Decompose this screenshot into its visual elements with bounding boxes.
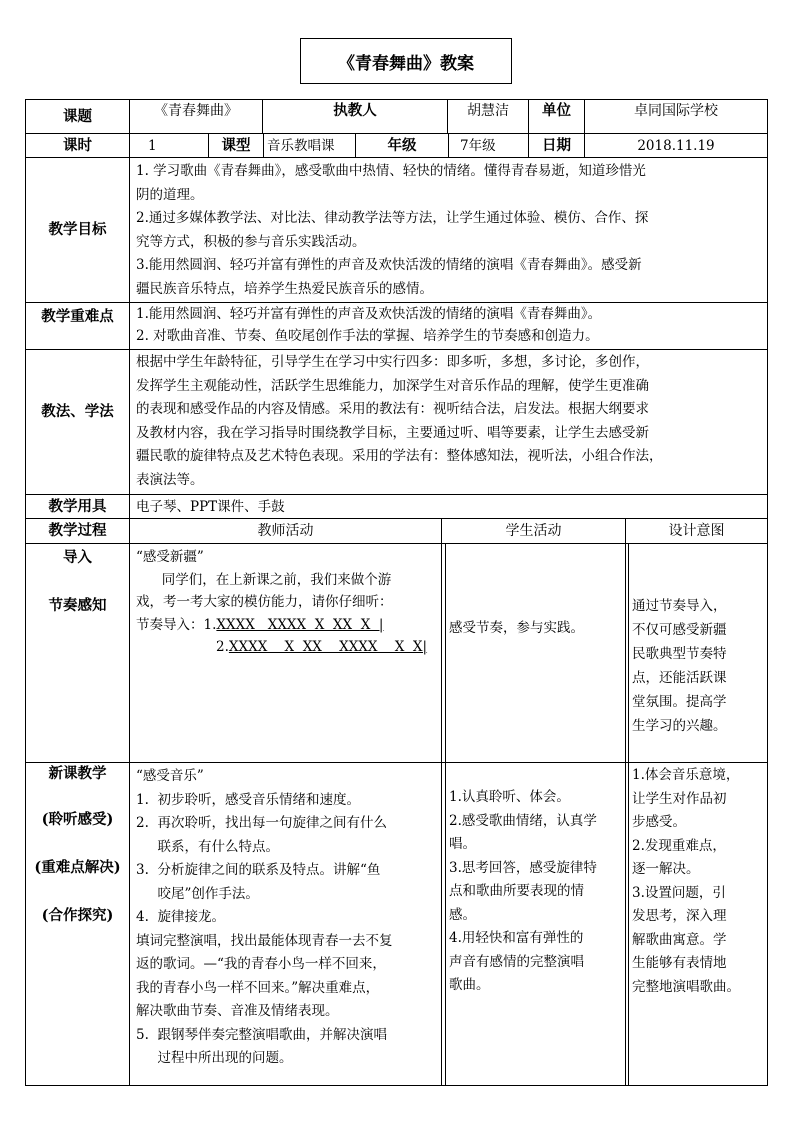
step2-student-line: 点和歌曲所要表现的情 bbox=[449, 883, 584, 899]
step2-student-line: 2.感受歌曲情绪，认真学 bbox=[449, 812, 597, 829]
objectives-line: 阴的道理。 bbox=[136, 186, 204, 203]
step1-student: 感受节奏，参与实践。 bbox=[449, 620, 584, 636]
methods-line: 的表现和感受作品的内容及情感。采用的教法有：视听结合法，启发法。根据大纲要求 bbox=[136, 401, 649, 417]
process-header-step: 教学过程 bbox=[48, 522, 107, 539]
step2-label: (聆听感受) bbox=[41, 811, 114, 828]
process-header-student: 学生活动 bbox=[505, 523, 562, 539]
step2-intent-line: 逐一解决。 bbox=[632, 861, 700, 877]
unit-label: 单位 bbox=[542, 102, 571, 119]
step2-teacher-line: 解决歌曲节奏、音准及情绪表现。 bbox=[136, 1003, 339, 1019]
process-header-teacher: 教师活动 bbox=[257, 523, 314, 539]
tools-value: 电子琴、PPT课件、手鼓 bbox=[136, 498, 285, 515]
step2-student-line: 3.思考回答，感受旋律特 bbox=[449, 859, 597, 876]
rhythm-line-1 bbox=[136, 614, 441, 637]
step2-teacher-line: 返的歌词。—“我的青春小鸟一样不回来， bbox=[136, 956, 386, 972]
step2-intent bbox=[632, 764, 766, 1004]
step2-teacher-line: 填词完整演唱，找出最能体现青春一去不复 bbox=[136, 932, 393, 949]
objectives-line: 疆民族音乐特点，培养学生热爱民族音乐的感情。 bbox=[136, 280, 433, 297]
objectives-label: 教学目标 bbox=[48, 221, 107, 238]
rhythm-number: 2. bbox=[216, 639, 229, 655]
step1-intent bbox=[632, 594, 766, 744]
rhythm-number: 1. bbox=[203, 616, 217, 633]
step2-student bbox=[449, 786, 625, 1006]
step2-teacher-line: 1. 初步聆听，感受音乐情绪和速度。 bbox=[136, 791, 360, 808]
step1-intent-line: 通过节奏导入， bbox=[632, 598, 727, 614]
topic-label: 课题 bbox=[63, 107, 92, 125]
document-title: 《青春舞曲》教案 bbox=[300, 38, 512, 84]
period-value: 1 bbox=[148, 137, 157, 154]
unit-value: 卓同国际学校 bbox=[634, 103, 718, 119]
rhythm-pattern: XXXX XXXX X XX X | bbox=[216, 616, 384, 633]
teacher-value: 胡慧洁 bbox=[467, 103, 509, 119]
objectives-text bbox=[136, 160, 764, 300]
step2-intent-line: 发思考，深入理 bbox=[632, 908, 727, 924]
step2-student-line: 歌曲。 bbox=[449, 977, 490, 993]
objectives-line: 2.通过多媒体教学法、对比法、律动教学法等方法，让学生通过体验、模仿、合作、探 bbox=[136, 210, 649, 226]
step1-intent-line: 堂氛围。提高学 bbox=[632, 694, 727, 710]
methods-text bbox=[136, 351, 764, 493]
step2-student-line: 1.认真聆听、体会。 bbox=[449, 789, 570, 805]
methods-line: 根据中学生年龄特征，引导学生在学习中实行四多：即多听，多想，多讨论，多创作， bbox=[136, 354, 649, 370]
step1-label-bottom: 节奏感知 bbox=[48, 597, 107, 614]
methods-label: 教法、学法 bbox=[41, 403, 114, 420]
methods-line: 表演法等。 bbox=[136, 471, 204, 488]
step2-teacher-line: 4. 旋律接龙。 bbox=[136, 909, 225, 925]
step2-teacher-line: 联系，有什么特点。 bbox=[136, 838, 279, 855]
key-points-line: 1.能用然圆润、轻巧并富有弹性的声音及欢快活泼的情绪的演唱《青春舞曲》。 bbox=[136, 306, 602, 322]
step2-teacher-line: 5. 跟钢琴伴奏完整演唱歌曲，并解决演唱 bbox=[136, 1026, 387, 1043]
tools-label: 教学用具 bbox=[48, 497, 107, 515]
step1-intent-line: 不仅可感受新疆 bbox=[632, 622, 727, 638]
rhythm-prefix: 节奏导入： bbox=[136, 616, 204, 633]
rhythm-pattern: XXXX X XX XXXX X X| bbox=[228, 639, 428, 655]
rhythm-line-2 bbox=[136, 636, 441, 659]
step2-intent-line: 2.发现重难点， bbox=[632, 837, 726, 854]
step2-teacher bbox=[136, 765, 441, 1075]
grade-value: 7年级 bbox=[460, 137, 496, 154]
step2-teacher-line: 2. 再次聆听，找出每一句旋律之间有什么 bbox=[136, 815, 387, 831]
step1-teacher bbox=[136, 546, 441, 666]
key-points-line: 2. 对歌曲音准、节奏、鱼咬尾创作手法的掌握、培养学生的节奏感和创造力。 bbox=[136, 328, 599, 344]
step2-intent-line: 1.体会音乐意境， bbox=[632, 767, 740, 783]
step1-intent-line: 生学习的兴趣。 bbox=[632, 718, 727, 734]
objectives-line: 3.能用然圆润、轻巧并富有弹性的声音及欢快活泼的情绪的演唱《青春舞曲》。感受新 bbox=[136, 257, 642, 273]
methods-line: 及教材内容，我在学习指导时围绕教学目标，主要通过听、唱等要素，让学生去感受新 bbox=[136, 424, 649, 441]
step2-teacher-line: 过程中所出现的问题。 bbox=[136, 1050, 293, 1066]
step2-label: (合作探究) bbox=[41, 907, 114, 924]
objectives-line: 究等方式，积极的参与音乐实践活动。 bbox=[136, 233, 366, 250]
grade-label: 年级 bbox=[387, 136, 417, 154]
step1-intent-line: 民歌典型节奏特 bbox=[632, 646, 727, 662]
step1-label-top: 导入 bbox=[63, 549, 92, 566]
objectives-line: 1. 学习歌曲《青春舞曲》，感受歌曲中热情、轻快的情绪。懂得青春易逝，知道珍惜光 bbox=[136, 163, 646, 179]
step1-teacher-line: “感受新疆” bbox=[136, 549, 204, 565]
step2-student-line: 声音有感情的完整演唱 bbox=[449, 953, 584, 970]
methods-line: 疆民歌的旋律特点及艺术特色表现。采用的学法有：整体感知法，视听法，小组合作法， bbox=[136, 448, 663, 464]
step2-student-line: 唱。 bbox=[449, 836, 476, 852]
process-header-intent: 设计意图 bbox=[668, 523, 725, 539]
step2-student-line: 感。 bbox=[449, 906, 476, 923]
step2-student-line: 4.用轻快和富有弹性的 bbox=[449, 930, 584, 946]
step2-intent-line: 让学生对作品初 bbox=[632, 790, 727, 807]
step2-intent-line: 生能够有表情地 bbox=[632, 955, 727, 971]
type-label: 课型 bbox=[221, 136, 251, 154]
step2-intent-line: 3.设置问题，引 bbox=[632, 884, 726, 901]
step2-label: 新课教学 bbox=[48, 765, 107, 782]
date-value: 2018.11.19 bbox=[637, 137, 715, 154]
topic-value: 《青春舞曲》 bbox=[154, 103, 238, 119]
step1-teacher-line: 戏，考一考大家的模仿能力，请你仔细听： bbox=[136, 594, 393, 610]
key-points-text bbox=[136, 303, 764, 349]
type-value: 音乐教唱课 bbox=[267, 137, 335, 154]
step2-teacher-line: 3. 分析旋律之间的联系及特点。讲解“鱼 bbox=[136, 862, 381, 878]
teacher-label: 执教人 bbox=[333, 102, 377, 119]
step2-teacher-line: 我的青春小鸟一样不回来。”解决重难点， bbox=[136, 979, 380, 996]
key-points-label: 教学重难点 bbox=[41, 308, 114, 325]
step2-intent-line: 步感受。 bbox=[632, 814, 686, 830]
step2-label: (重难点解决) bbox=[34, 859, 121, 876]
step2-intent-line: 解歌曲寓意。学 bbox=[632, 931, 727, 948]
step1-teacher-line: 同学们，在上新课之前，我们来做个游 bbox=[136, 571, 392, 588]
step2-teacher-line: 咬尾”创作手法。 bbox=[136, 885, 259, 902]
step2-intent-line: 完整地演唱歌曲。 bbox=[632, 978, 740, 995]
step1-intent-line: 点，还能活跃课 bbox=[632, 670, 727, 686]
step2-teacher-line: “感受音乐” bbox=[136, 768, 204, 784]
date-label: 日期 bbox=[542, 136, 571, 154]
methods-line: 发挥学生主观能动性，活跃学生思维能力，加深学生对音乐作品的理解，使学生更准确 bbox=[136, 377, 649, 394]
period-label: 课时 bbox=[63, 136, 92, 154]
